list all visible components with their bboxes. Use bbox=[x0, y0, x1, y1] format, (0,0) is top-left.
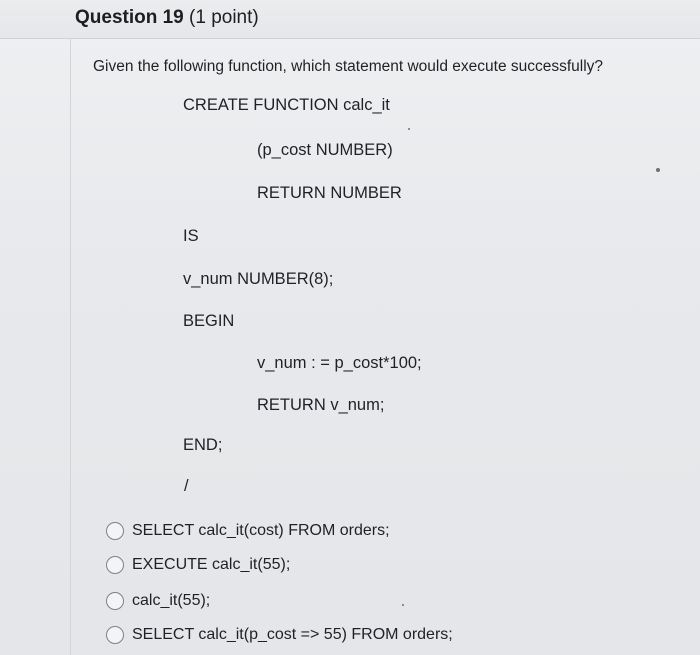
code-line-assign: v_num : = p_cost*100; bbox=[257, 354, 422, 372]
code-line-begin: BEGIN bbox=[183, 312, 235, 330]
code-line-slash: / bbox=[184, 477, 189, 495]
left-divider bbox=[70, 38, 71, 655]
question-prompt: Given the following function, which statement would execute successfully? bbox=[93, 58, 604, 75]
screen-speck bbox=[656, 168, 660, 172]
answer-option[interactable] bbox=[106, 553, 290, 577]
radio-button[interactable] bbox=[106, 626, 124, 644]
answer-option-label: SELECT calc_it(cost) FROM orders; bbox=[132, 522, 390, 539]
code-line-is: IS bbox=[183, 227, 199, 245]
answer-option-label: SELECT calc_it(p_cost => 55) FROM orders; bbox=[132, 626, 453, 643]
code-line-end: END; bbox=[183, 436, 223, 454]
code-line-param: (p_cost NUMBER) bbox=[257, 141, 393, 159]
question-points: (1 point) bbox=[189, 7, 259, 28]
question-title bbox=[75, 7, 259, 29]
screen-speck bbox=[402, 604, 404, 606]
answer-option-label: EXECUTE calc_it(55); bbox=[132, 556, 291, 573]
answer-option-label: calc_it(55); bbox=[132, 592, 211, 609]
code-line-create: CREATE FUNCTION calc_it bbox=[183, 96, 390, 114]
radio-button[interactable] bbox=[106, 522, 124, 540]
answer-option[interactable] bbox=[106, 519, 390, 543]
code-line-return-type: RETURN NUMBER bbox=[257, 184, 402, 202]
code-line-declare: v_num NUMBER(8); bbox=[183, 270, 334, 288]
question-header bbox=[0, 0, 700, 39]
screen-speck bbox=[408, 128, 410, 130]
code-line-return: RETURN v_num; bbox=[257, 396, 385, 414]
answer-option[interactable] bbox=[106, 623, 453, 647]
answer-option[interactable] bbox=[106, 589, 210, 613]
radio-button[interactable] bbox=[106, 592, 124, 610]
radio-button[interactable] bbox=[106, 556, 124, 574]
question-number: Question 19 bbox=[75, 7, 184, 28]
